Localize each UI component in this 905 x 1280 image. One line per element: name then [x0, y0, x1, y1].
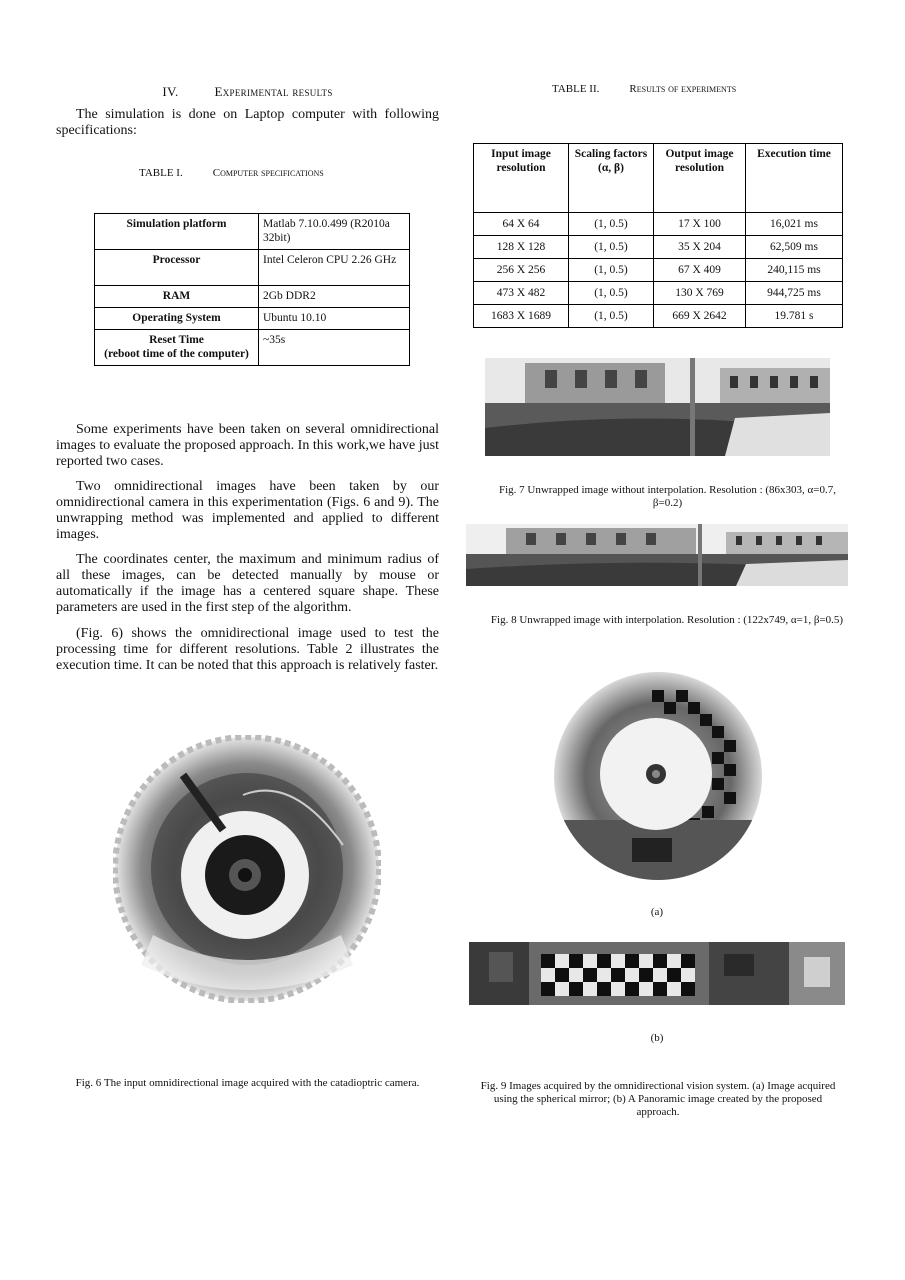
fig6-omnidirectional-image [113, 735, 381, 1003]
table-cell: 19.781 s [746, 305, 843, 328]
table-cell: 128 X 128 [474, 236, 569, 259]
table1-title: Computer specifications [212, 167, 324, 179]
fig9b-panoramic-image [469, 942, 845, 1005]
table2-caption [552, 83, 736, 95]
table-cell: (1, 0.5) [569, 236, 654, 259]
table-cell: 130 X 769 [654, 282, 746, 305]
fig7-unwrapped-image [485, 358, 830, 456]
table1-caption [139, 167, 324, 179]
spec-value: Intel Celeron CPU 2.26 GHz [259, 250, 410, 286]
body-paragraph: Two omnidirectional images have been taken by our omnidirectional camera in this experimentation (Figs. 6 and 9). The unwrapping method was implemented and applied to different images. [56, 479, 439, 542]
spec-key: RAM [95, 286, 259, 308]
table-row [95, 214, 410, 250]
table-row [474, 259, 843, 282]
results-table [473, 143, 843, 328]
table-cell: 669 X 2642 [654, 305, 746, 328]
fig9a-spherical-image [552, 670, 764, 882]
fig9-caption: Fig. 9 Images acquired by the omnidirectional vision system. (a) Image acquired using the spherical mirror; (b) A Panoramic image created by the proposed approach. [480, 1080, 836, 1118]
table-cell: 17 X 100 [654, 213, 746, 236]
column-header: Execution time [746, 144, 843, 213]
table-cell: (1, 0.5) [569, 259, 654, 282]
table-cell: (1, 0.5) [569, 282, 654, 305]
table-row [95, 308, 410, 330]
column-header: Scaling factors (α, β) [569, 144, 654, 213]
table-cell: 240,115 ms [746, 259, 843, 282]
body-paragraph: The coordinates center, the maximum and minimum radius of all these images, can be detected manually by mouse or automatically if the image has a centered square shape. These parameters are used in the first step of the algorithm. [56, 552, 439, 615]
spec-value: Matlab 7.10.0.499 (R2010a 32bit) [259, 214, 410, 250]
fig9b-label: (b) [650, 1032, 664, 1044]
spec-key: Operating System [95, 308, 259, 330]
section-heading [56, 84, 439, 100]
fig8-unwrapped-image [466, 524, 848, 586]
table2-title: Results of experiments [629, 83, 737, 95]
spec-value: Ubuntu 10.10 [259, 308, 410, 330]
table-row [95, 250, 410, 286]
table-row [474, 305, 843, 328]
table-cell: 473 X 482 [474, 282, 569, 305]
table-row [95, 286, 410, 308]
intro-paragraph: The simulation is done on Laptop computer with following specifications: [56, 107, 439, 138]
table-row [474, 282, 843, 305]
table-cell: 1683 X 1689 [474, 305, 569, 328]
table-cell: (1, 0.5) [569, 305, 654, 328]
table-cell: 62,509 ms [746, 236, 843, 259]
column-header: Output image resolution [654, 144, 746, 213]
table-cell: 35 X 204 [654, 236, 746, 259]
section-number: IV. [162, 84, 179, 99]
table-row [474, 236, 843, 259]
table1-label: TABLE I. [139, 167, 183, 179]
computer-specs-table [94, 213, 410, 366]
column-header: Input image resolution [474, 144, 569, 213]
table-cell: 16,021 ms [746, 213, 843, 236]
table2-label: TABLE II. [552, 83, 600, 95]
spec-key: Processor [95, 250, 259, 286]
table-cell: 64 X 64 [474, 213, 569, 236]
spec-key: Simulation platform [95, 214, 259, 250]
section-title: Experimental results [214, 84, 333, 99]
body-paragraph: (Fig. 6) shows the omnidirectional image used to test the processing time for different resolutions. Table 2 illustrates the execution time. It can be noted that this approach is relatively faster. [56, 626, 439, 673]
fig7-caption: Fig. 7 Unwrapped image without interpolation. Resolution : (86x303, α=0.7, β=0.2) [498, 484, 837, 509]
table-row [474, 213, 843, 236]
fig9a-label: (a) [650, 906, 664, 918]
table-cell: 944,725 ms [746, 282, 843, 305]
body-paragraph: Some experiments have been taken on several omnidirectional images to evaluate the proposed approach. In this work,we have just reported two cases. [56, 422, 439, 469]
spec-value: ~35s [259, 330, 410, 366]
table-cell: 256 X 256 [474, 259, 569, 282]
table-cell: (1, 0.5) [569, 213, 654, 236]
spec-value: 2Gb DDR2 [259, 286, 410, 308]
fig6-caption: Fig. 6 The input omnidirectional image acquired with the catadioptric camera. [75, 1077, 420, 1089]
table-row [95, 330, 410, 366]
table-header-row [474, 144, 843, 213]
fig8-caption: Fig. 8 Unwrapped image with interpolation. Resolution : (122x749, α=1, β=0.5) [490, 614, 844, 626]
table-cell: 67 X 409 [654, 259, 746, 282]
spec-key: Reset Time (reboot time of the computer) [95, 330, 259, 366]
